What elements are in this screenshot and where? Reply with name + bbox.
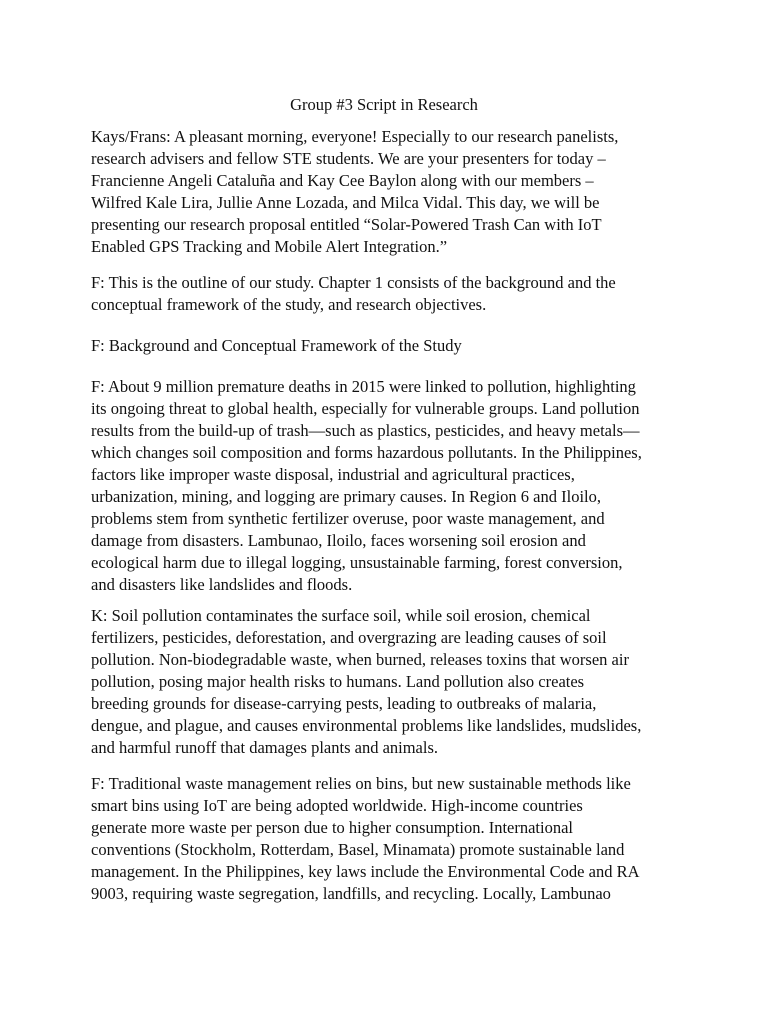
text-line: smart bins using IoT are being adopted worldwide. High-income countries: [91, 796, 583, 815]
text-line: Wilfred Kale Lira, Jullie Anne Lozada, and Milca Vidal. This day, we will be: [91, 193, 600, 212]
paragraph-section-heading: [91, 335, 691, 357]
text-line: presenting our research proposal entitled “Solar-Powered Trash Can with IoT: [91, 215, 602, 234]
text-line: ecological harm due to illegal logging, unsustainable farming, forest conversion,: [91, 553, 623, 572]
text-line: and harmful runoff that damages plants and animals.: [91, 738, 439, 757]
text-line: and disasters like landslides and floods.: [91, 575, 353, 594]
text-line: damage from disasters. Lambunao, Iloilo, faces worsening soil erosion and: [91, 531, 586, 550]
text-line: dengue, and plague, and causes environmental problems like landslides, mudslides,: [91, 716, 642, 735]
paragraph-background: [91, 376, 691, 596]
text-line: F: About 9 million premature deaths in 2015 were linked to pollution, highlighting: [91, 377, 636, 396]
text-line: Francienne Angeli Cataluña and Kay Cee Baylon along with our members –: [91, 171, 594, 190]
paragraph-outline: [91, 272, 691, 316]
text-line: fertilizers, pesticides, deforestation, and overgrazing are leading causes of soil: [91, 628, 607, 647]
text-line: 9003, requiring waste segregation, landfills, and recycling. Locally, Lambunao: [91, 884, 611, 903]
text-line: pollution, posing major health risks to humans. Land pollution also creates: [91, 672, 585, 691]
text-line: research advisers and fellow STE students. We are your presenters for today –: [91, 149, 606, 168]
text-line: generate more waste per person due to higher consumption. International: [91, 818, 574, 837]
paragraph-introduction: [91, 126, 691, 258]
text-line: breeding grounds for disease-carrying pests, leading to outbreaks of malaria,: [91, 694, 597, 713]
text-line: factors like improper waste disposal, industrial and agricultural practices,: [91, 465, 575, 484]
text-line: conceptual framework of the study, and research objectives.: [91, 295, 487, 314]
text-line: its ongoing threat to global health, especially for vulnerable groups. Land pollution: [91, 399, 640, 418]
text-line: which changes soil composition and forms hazardous pollutants. In the Philippines,: [91, 443, 642, 462]
text-line: pollution. Non-biodegradable waste, when burned, releases toxins that worsen air: [91, 650, 629, 669]
paragraph-soil-pollution: [91, 605, 691, 759]
text-line: K: Soil pollution contaminates the surface soil, while soil erosion, chemical: [91, 606, 591, 625]
text-line: F: Traditional waste management relies on bins, but new sustainable methods like: [91, 774, 631, 793]
text-line: F: This is the outline of our study. Chapter 1 consists of the background and the: [91, 273, 616, 292]
text-line: results from the build-up of trash—such as plastics, pesticides, and heavy metals—: [91, 421, 640, 440]
text-line: Enabled GPS Tracking and Mobile Alert Integration.”: [91, 237, 448, 256]
paragraph-waste-management: [91, 773, 691, 905]
document-title: Group #3 Script in Research: [290, 95, 478, 114]
text-line: problems stem from synthetic fertilizer overuse, poor waste management, and: [91, 509, 605, 528]
text-line: conventions (Stockholm, Rotterdam, Basel, Minamata) promote sustainable land: [91, 840, 625, 859]
text-line: management. In the Philippines, key laws include the Environmental Code and RA: [91, 862, 640, 881]
text-line: Kays/Frans: A pleasant morning, everyone! Especially to our research panelists,: [91, 127, 619, 146]
text-line: urbanization, mining, and logging are primary causes. In Region 6 and Iloilo,: [91, 487, 602, 506]
text-line: F: Background and Conceptual Framework of the Study: [91, 336, 462, 355]
